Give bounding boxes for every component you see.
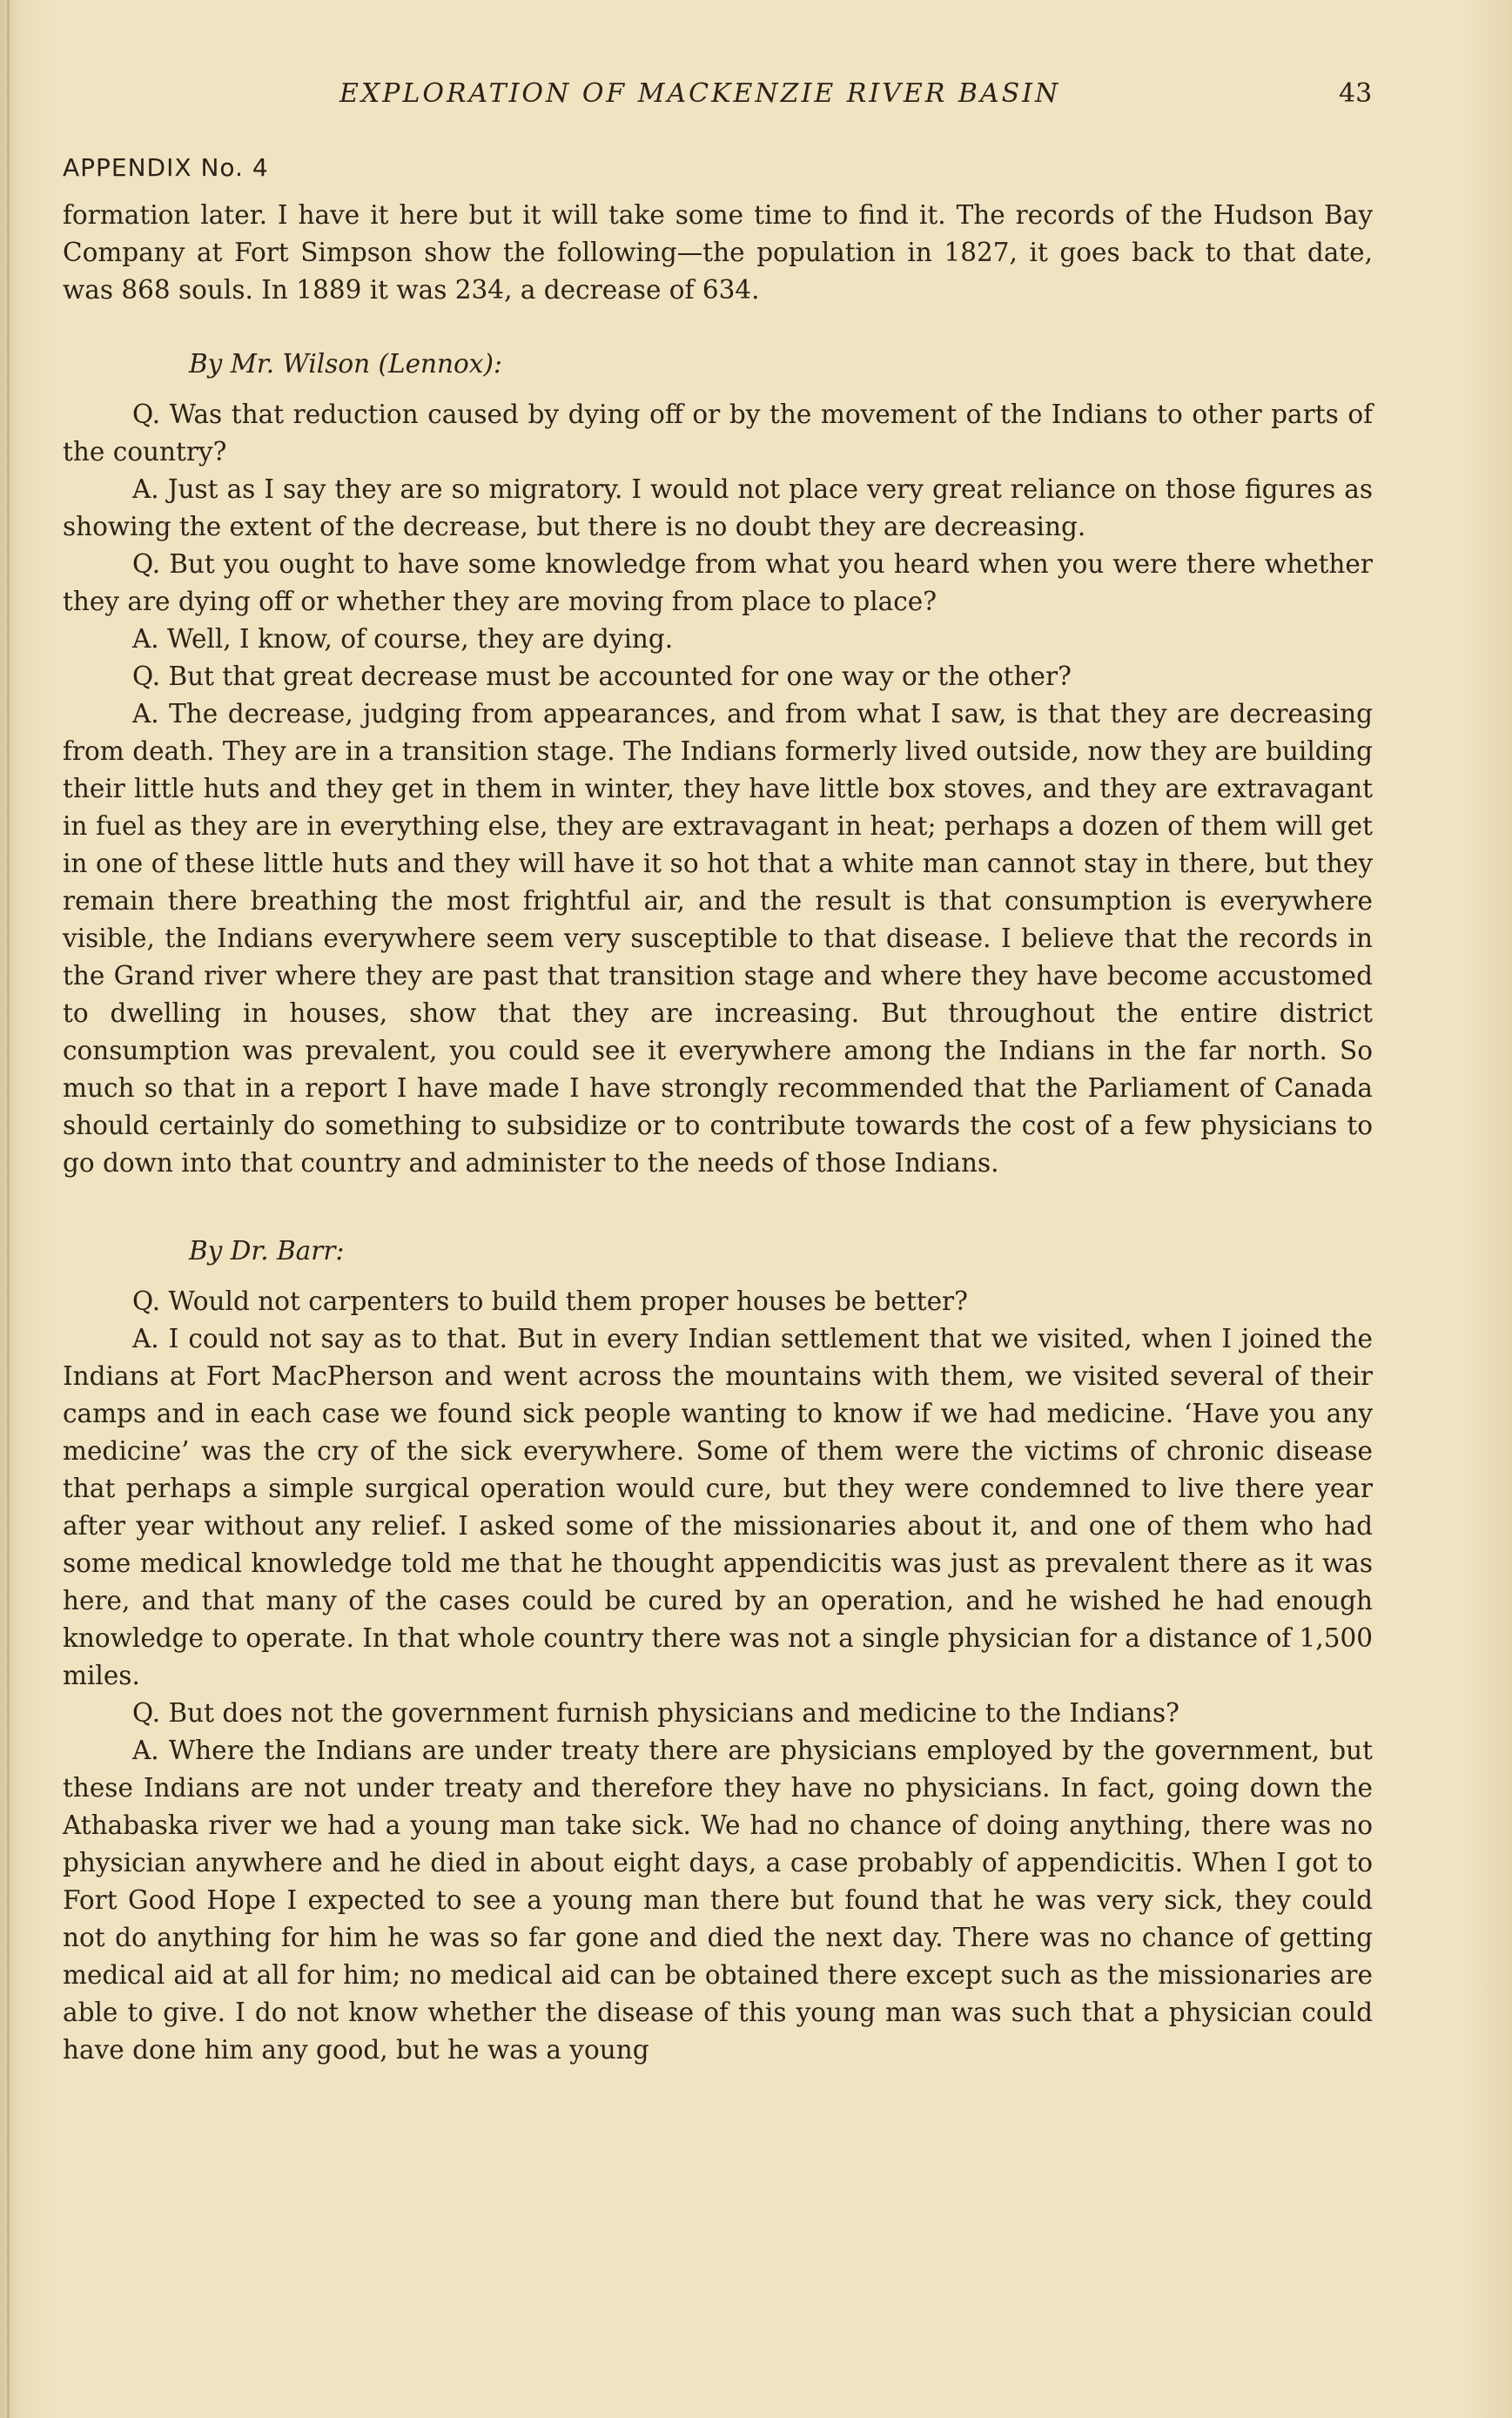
question-paragraph: Q. But you ought to have some knowledge from what you heard when you were there whether they are dying off or whether they are moving from place to place?	[63, 549, 1373, 616]
page-body	[63, 197, 1373, 2069]
appendix-label: APPENDIX No. 4	[63, 153, 269, 182]
answer-paragraph: A. Just as I say they are so migratory. I would not place very great reliance on those figures as showing the extent of the decrease, but there is no doubt they are decreasing.	[63, 474, 1373, 541]
question-paragraph: Q. But does not the government furnish physicians and medicine to the Indians?	[132, 1698, 1179, 1728]
question-paragraph: Q. Would not carpenters to build them proper houses be better?	[132, 1286, 968, 1316]
question-paragraph: Q. Was that reduction caused by dying off or by the movement of the Indians to other parts of the country?	[63, 400, 1373, 467]
speaker-heading-barr: By Dr. Barr:	[189, 1236, 345, 1266]
answer-paragraph: A. I could not say as to that. But in every Indian settlement that we visited, when I joined the Indians at Fort MacPherson and went across the mountains with them, we visited several of their camps and in each case we found sick people wanting to know if we had medicine. ‘Have you any medicine’ was the cry of the sick everywhere. Some of them were the victims of chronic disease that perhaps a simple surgical operation would cure, but they were condemned to live there year after year without any relief. I asked some of the missionaries about it, and one of them who had some medical knowledge told me that he thought appendicitis was just as prevalent there as it was here, and that many of the cases could be cured by an operation, and he wished he had enough knowledge to operate. In that whole country there was not a single physician for a distance of 1,500 miles.	[63, 1324, 1373, 1690]
binding-gutter	[7, 0, 10, 2418]
answer-paragraph: A. Well, I know, of course, they are dying.	[132, 624, 674, 654]
answer-paragraph: A. Where the Indians are under treaty there are physicians employed by the government, but these Indians are not under treaty and therefore they have no physicians. In fact, going down the Athabaska river we had a young man take sick. We had no chance of doing anything, there was no physician anywhere and he died in about eight days, a case probably of appendicitis. When I got to Fort Good Hope I expected to see a young man there but found that he was very sick, they could not do anything for him he was so far gone and died the next day. There was no chance of getting medical aid at all for him; no medical aid can be obtained there except such as the missionaries are able to give. I do not know whether the disease of this young man was such that a physician could have done him any good, but he was a young	[63, 1736, 1373, 2065]
question-paragraph: Q. But that great decrease must be accounted for one way or the other?	[132, 662, 1072, 691]
running-head: EXPLORATION OF MACKENZIE RIVER BASIN	[339, 78, 1061, 109]
answer-paragraph: A. The decrease, judging from appearances, and from what I saw, is that they are decreasing from death. They are in a transition stage. The Indians formerly lived outside, now they are building their little huts and they get in them in winter, they have little box stoves, and they are extravagant in fuel as they are in everything else, they are extravagant in heat; perhaps a dozen of them will get in one of these little huts and they will have it so hot that a white man cannot stay in there, but they remain there breathing the most frightful air, and the result is that consumption is everywhere visible, the Indians everywhere seem very susceptible to that disease. I believe that the records in the Grand river where they are past that transition stage and where they have become accustomed to dwelling in houses, show that they are increasing. But throughout the entire district consumption was prevalent, you could see it everywhere among the Indians in the far north. So much so that in a report I have made I have strongly recommended that the Parliament of Canada should certainly do something to subsidize or to contribute towards the cost of a few physicians to go down into that country and administer to the needs of those Indians.	[63, 699, 1373, 1178]
speaker-heading-wilson: By Mr. Wilson (Lennox):	[189, 349, 502, 379]
page-number: 43	[1339, 78, 1373, 109]
opening-paragraph: formation later. I have it here but it will take some time to find it. The records of the Hudson Bay Company at Fort Simpson show the following—the population in 1827, it goes back to that date, was 868 souls. In 1889 it was 234, a decrease of 634.	[63, 200, 1373, 305]
